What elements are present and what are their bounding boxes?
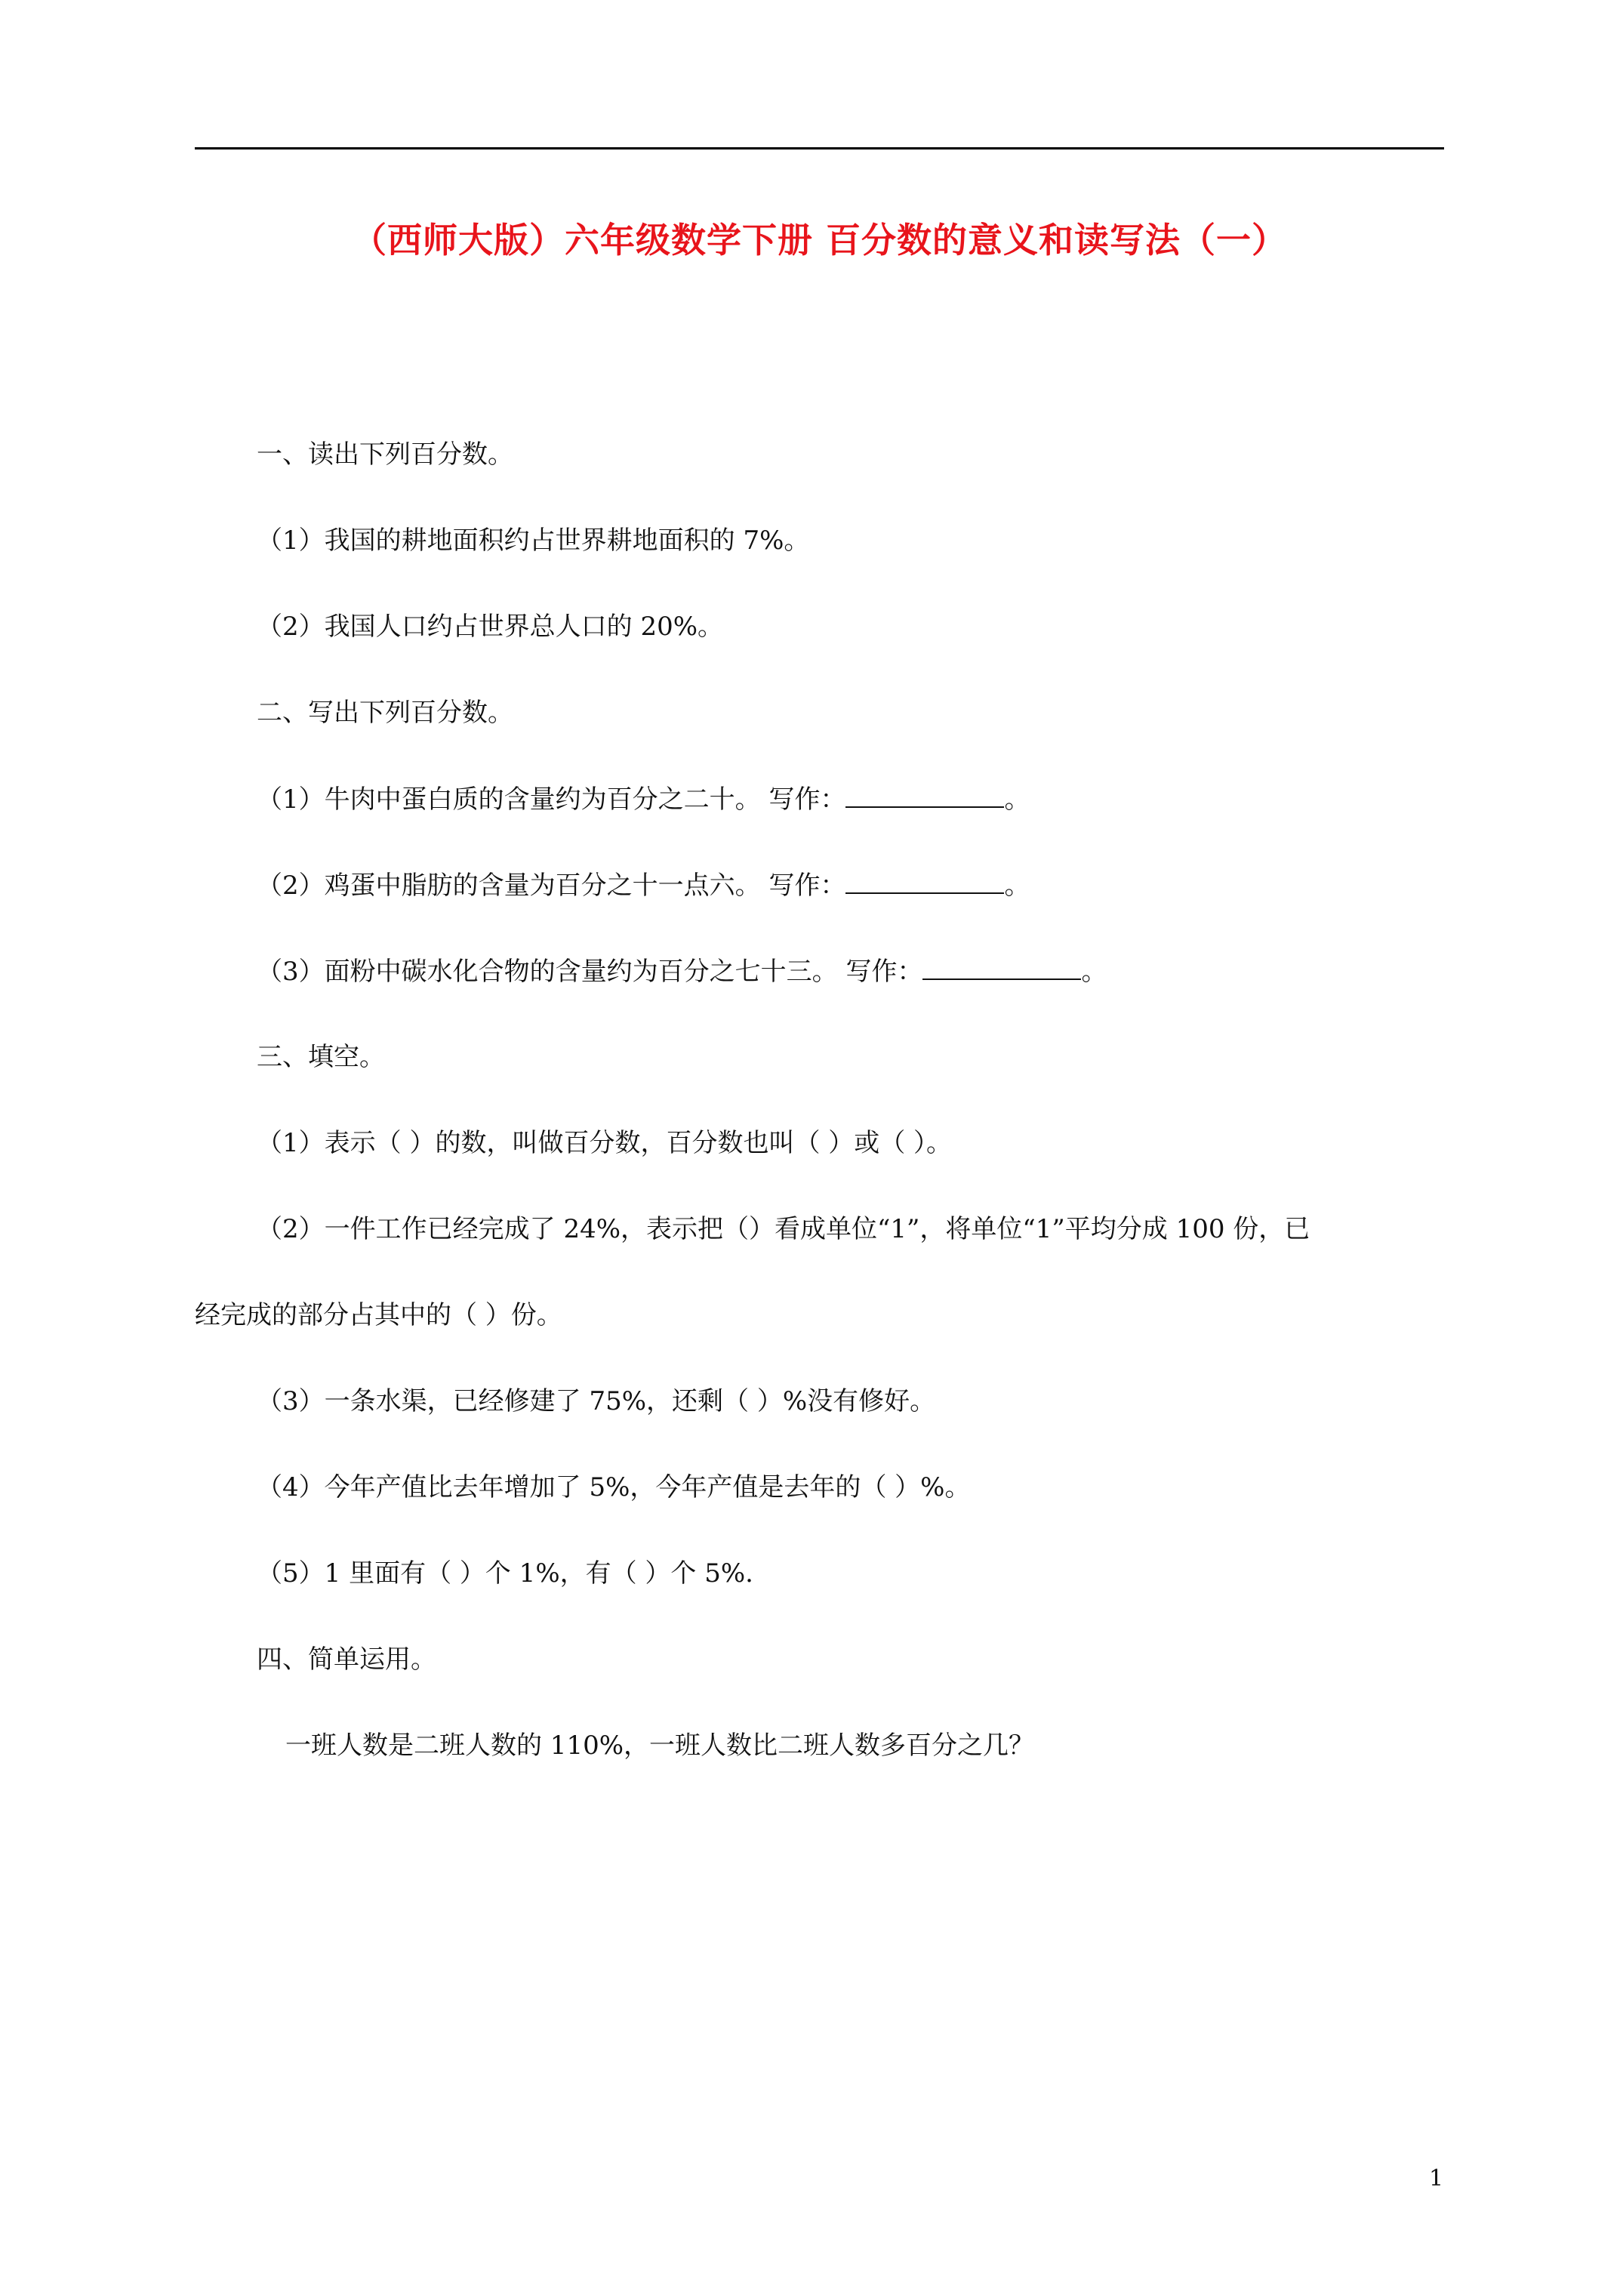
section-3-question-5: （5）1 里面有（ ）个 1%，有（ ）个 5%.: [257, 1558, 753, 1589]
question-text: （3）面粉中碳水化合物的含量约为百分之七十三。 写作：: [257, 957, 923, 987]
document-title: （西师大版）六年级数学下册 百分数的意义和读写法（一）: [351, 220, 1287, 260]
section-3-question-4: （4）今年产值比去年增加了 5%，今年产值是去年的（ ）%。: [257, 1472, 971, 1502]
section-1-question-1: （1）我国的耕地面积约占世界耕地面积的 7%。: [257, 525, 810, 556]
section-3-heading: 三、填空。: [257, 1042, 385, 1072]
answer-blank: [845, 784, 1004, 808]
sentence-end: 。: [1004, 784, 1030, 815]
section-4-heading: 四、简单运用。: [257, 1644, 436, 1675]
section-2-heading: 二、写出下列百分数。: [257, 698, 513, 728]
section-2-question-3: [257, 956, 1107, 987]
question-text: （1）牛肉中蛋白质的含量约为百分之二十。 写作：: [257, 784, 846, 815]
section-2-question-1: [257, 784, 1030, 815]
section-3-question-1: （1）表示（ ）的数，叫做百分数，百分数也叫（ ）或（ ）。: [257, 1128, 953, 1158]
section-1-heading: 一、读出下列百分数。: [257, 439, 513, 470]
sentence-end: 。: [1081, 957, 1107, 987]
section-4-question-1: 一班人数是二班人数的 110%，一班人数比二班人数多百分之几？: [285, 1730, 1035, 1761]
answer-blank: [922, 956, 1081, 980]
question-text: （2）鸡蛋中脂肪的含量为百分之十一点六。 写作：: [257, 871, 846, 901]
answer-blank: [845, 870, 1004, 894]
section-1-question-2: （2）我国人口约占世界总人口的 20%。: [257, 612, 724, 642]
sentence-end: 。: [1004, 871, 1030, 901]
page-number: 1: [1429, 2165, 1444, 2192]
section-3-question-3: （3）一条水渠，已经修建了 75%，还剩（ ）%没有修好。: [257, 1386, 936, 1416]
section-3-question-2-line-2: 经完成的部分占其中的（ ）份。: [195, 1300, 562, 1330]
section-3-question-2-line-1: （2）一件工作已经完成了 24%，表示把（）看成单位“1”，将单位“1”平均分成 100 份，已: [257, 1214, 1310, 1244]
section-2-question-2: [257, 870, 1030, 901]
header-rule: [195, 147, 1444, 149]
